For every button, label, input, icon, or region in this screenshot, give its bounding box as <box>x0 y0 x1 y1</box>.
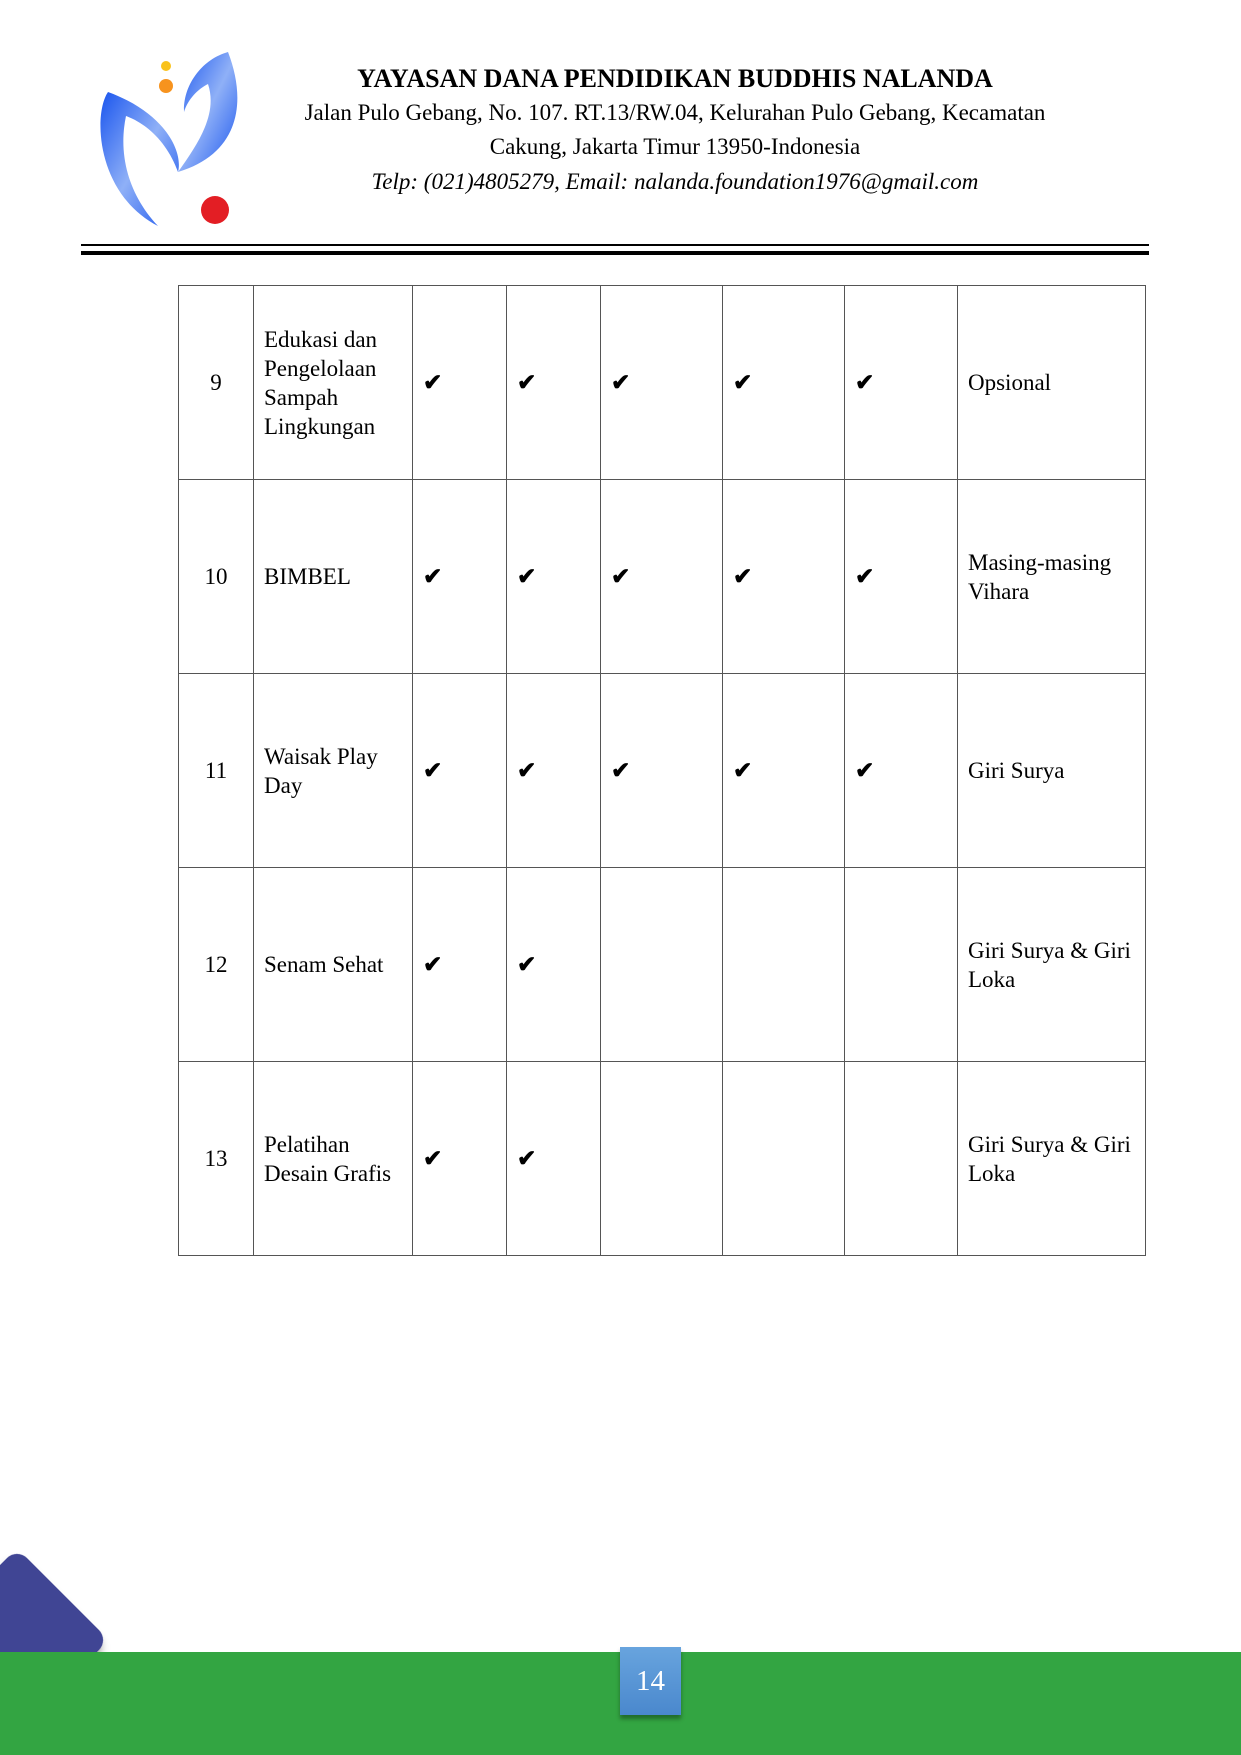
org-name: YAYASAN DANA PENDIDIKAN BUDDHIS NALANDA <box>357 64 993 93</box>
check-cell <box>413 868 507 1062</box>
checkmark-icon: ✔ <box>517 1146 537 1171</box>
activity-name: BIMBEL <box>254 480 413 674</box>
check-cell <box>413 1062 507 1256</box>
checkmark-icon: ✔ <box>517 952 537 977</box>
contact-info: Telp: (021)4805279, Email: nalanda.foundation1976@gmail.com <box>371 169 979 194</box>
header-divider-thick <box>81 251 1149 255</box>
checkmark-icon: ✔ <box>423 370 443 395</box>
row-number: 10 <box>179 480 254 674</box>
activity-name: Edukasi dan Pengelolaan Sampah Lingkungan <box>254 286 413 480</box>
logo-dot-red <box>201 196 229 224</box>
header-divider-thin <box>81 244 1149 246</box>
check-cell <box>723 286 845 480</box>
address-line-1: Jalan Pulo Gebang, No. 107. RT.13/RW.04, Kelurahan Pulo Gebang, Kecamatan <box>304 100 1046 125</box>
checkmark-icon: ✔ <box>733 758 753 783</box>
checkmark-icon: ✔ <box>423 758 443 783</box>
row-number: 12 <box>179 868 254 1062</box>
checkmark-icon: ✔ <box>611 564 631 589</box>
check-cell <box>413 286 507 480</box>
check-cell <box>413 674 507 868</box>
check-cell <box>601 480 723 674</box>
table-row <box>179 868 1146 1062</box>
table-row <box>179 674 1146 868</box>
check-cell <box>723 674 845 868</box>
checkmark-icon: ✔ <box>855 370 875 395</box>
checkmark-icon: ✔ <box>855 564 875 589</box>
checkmark-icon: ✔ <box>517 564 537 589</box>
address-line-2: Cakung, Jakarta Timur 13950-Indonesia <box>489 134 861 159</box>
row-number: 11 <box>179 674 254 868</box>
activity-location: Masing-masing Vihara <box>958 480 1146 674</box>
checkmark-icon: ✔ <box>733 370 753 395</box>
check-cell <box>723 868 845 1062</box>
check-cell <box>507 1062 601 1256</box>
logo-right-leaf <box>178 52 237 172</box>
logo-dot-orange <box>159 79 173 93</box>
activity-location: Giri Surya & Giri Loka <box>958 1062 1146 1256</box>
activity-location: Giri Surya & Giri Loka <box>958 868 1146 1062</box>
check-cell <box>601 868 723 1062</box>
check-cell <box>601 674 723 868</box>
check-cell <box>507 480 601 674</box>
check-cell <box>845 286 958 480</box>
check-cell <box>723 1062 845 1256</box>
checkmark-icon: ✔ <box>423 564 443 589</box>
row-number: 13 <box>179 1062 254 1256</box>
activity-name: Senam Sehat <box>254 868 413 1062</box>
letterhead <box>250 62 1100 200</box>
checkmark-icon: ✔ <box>517 370 537 395</box>
check-cell <box>507 286 601 480</box>
checkmark-icon: ✔ <box>423 952 443 977</box>
checkmark-icon: ✔ <box>855 758 875 783</box>
check-cell <box>507 674 601 868</box>
checkmark-icon: ✔ <box>423 1146 443 1171</box>
logo-dot-yellow <box>161 61 171 71</box>
activities-table <box>178 285 1146 1256</box>
checkmark-icon: ✔ <box>611 370 631 395</box>
check-cell <box>601 286 723 480</box>
foundation-logo <box>88 44 248 230</box>
check-cell <box>845 480 958 674</box>
check-cell <box>845 1062 958 1256</box>
table-row <box>179 480 1146 674</box>
checkmark-icon: ✔ <box>733 564 753 589</box>
activity-name: Pelatihan Desain Grafis <box>254 1062 413 1256</box>
table-row <box>179 286 1146 480</box>
check-cell <box>601 1062 723 1256</box>
checkmark-icon: ✔ <box>611 758 631 783</box>
logo-left-leaf <box>100 92 178 226</box>
page-number: 14 <box>620 1647 681 1715</box>
check-cell <box>845 868 958 1062</box>
checkmark-icon: ✔ <box>517 758 537 783</box>
check-cell <box>845 674 958 868</box>
activity-name: Waisak Play Day <box>254 674 413 868</box>
check-cell <box>507 868 601 1062</box>
check-cell <box>413 480 507 674</box>
activity-location: Opsional <box>958 286 1146 480</box>
table-row <box>179 1062 1146 1256</box>
row-number: 9 <box>179 286 254 480</box>
activity-location: Giri Surya <box>958 674 1146 868</box>
check-cell <box>723 480 845 674</box>
